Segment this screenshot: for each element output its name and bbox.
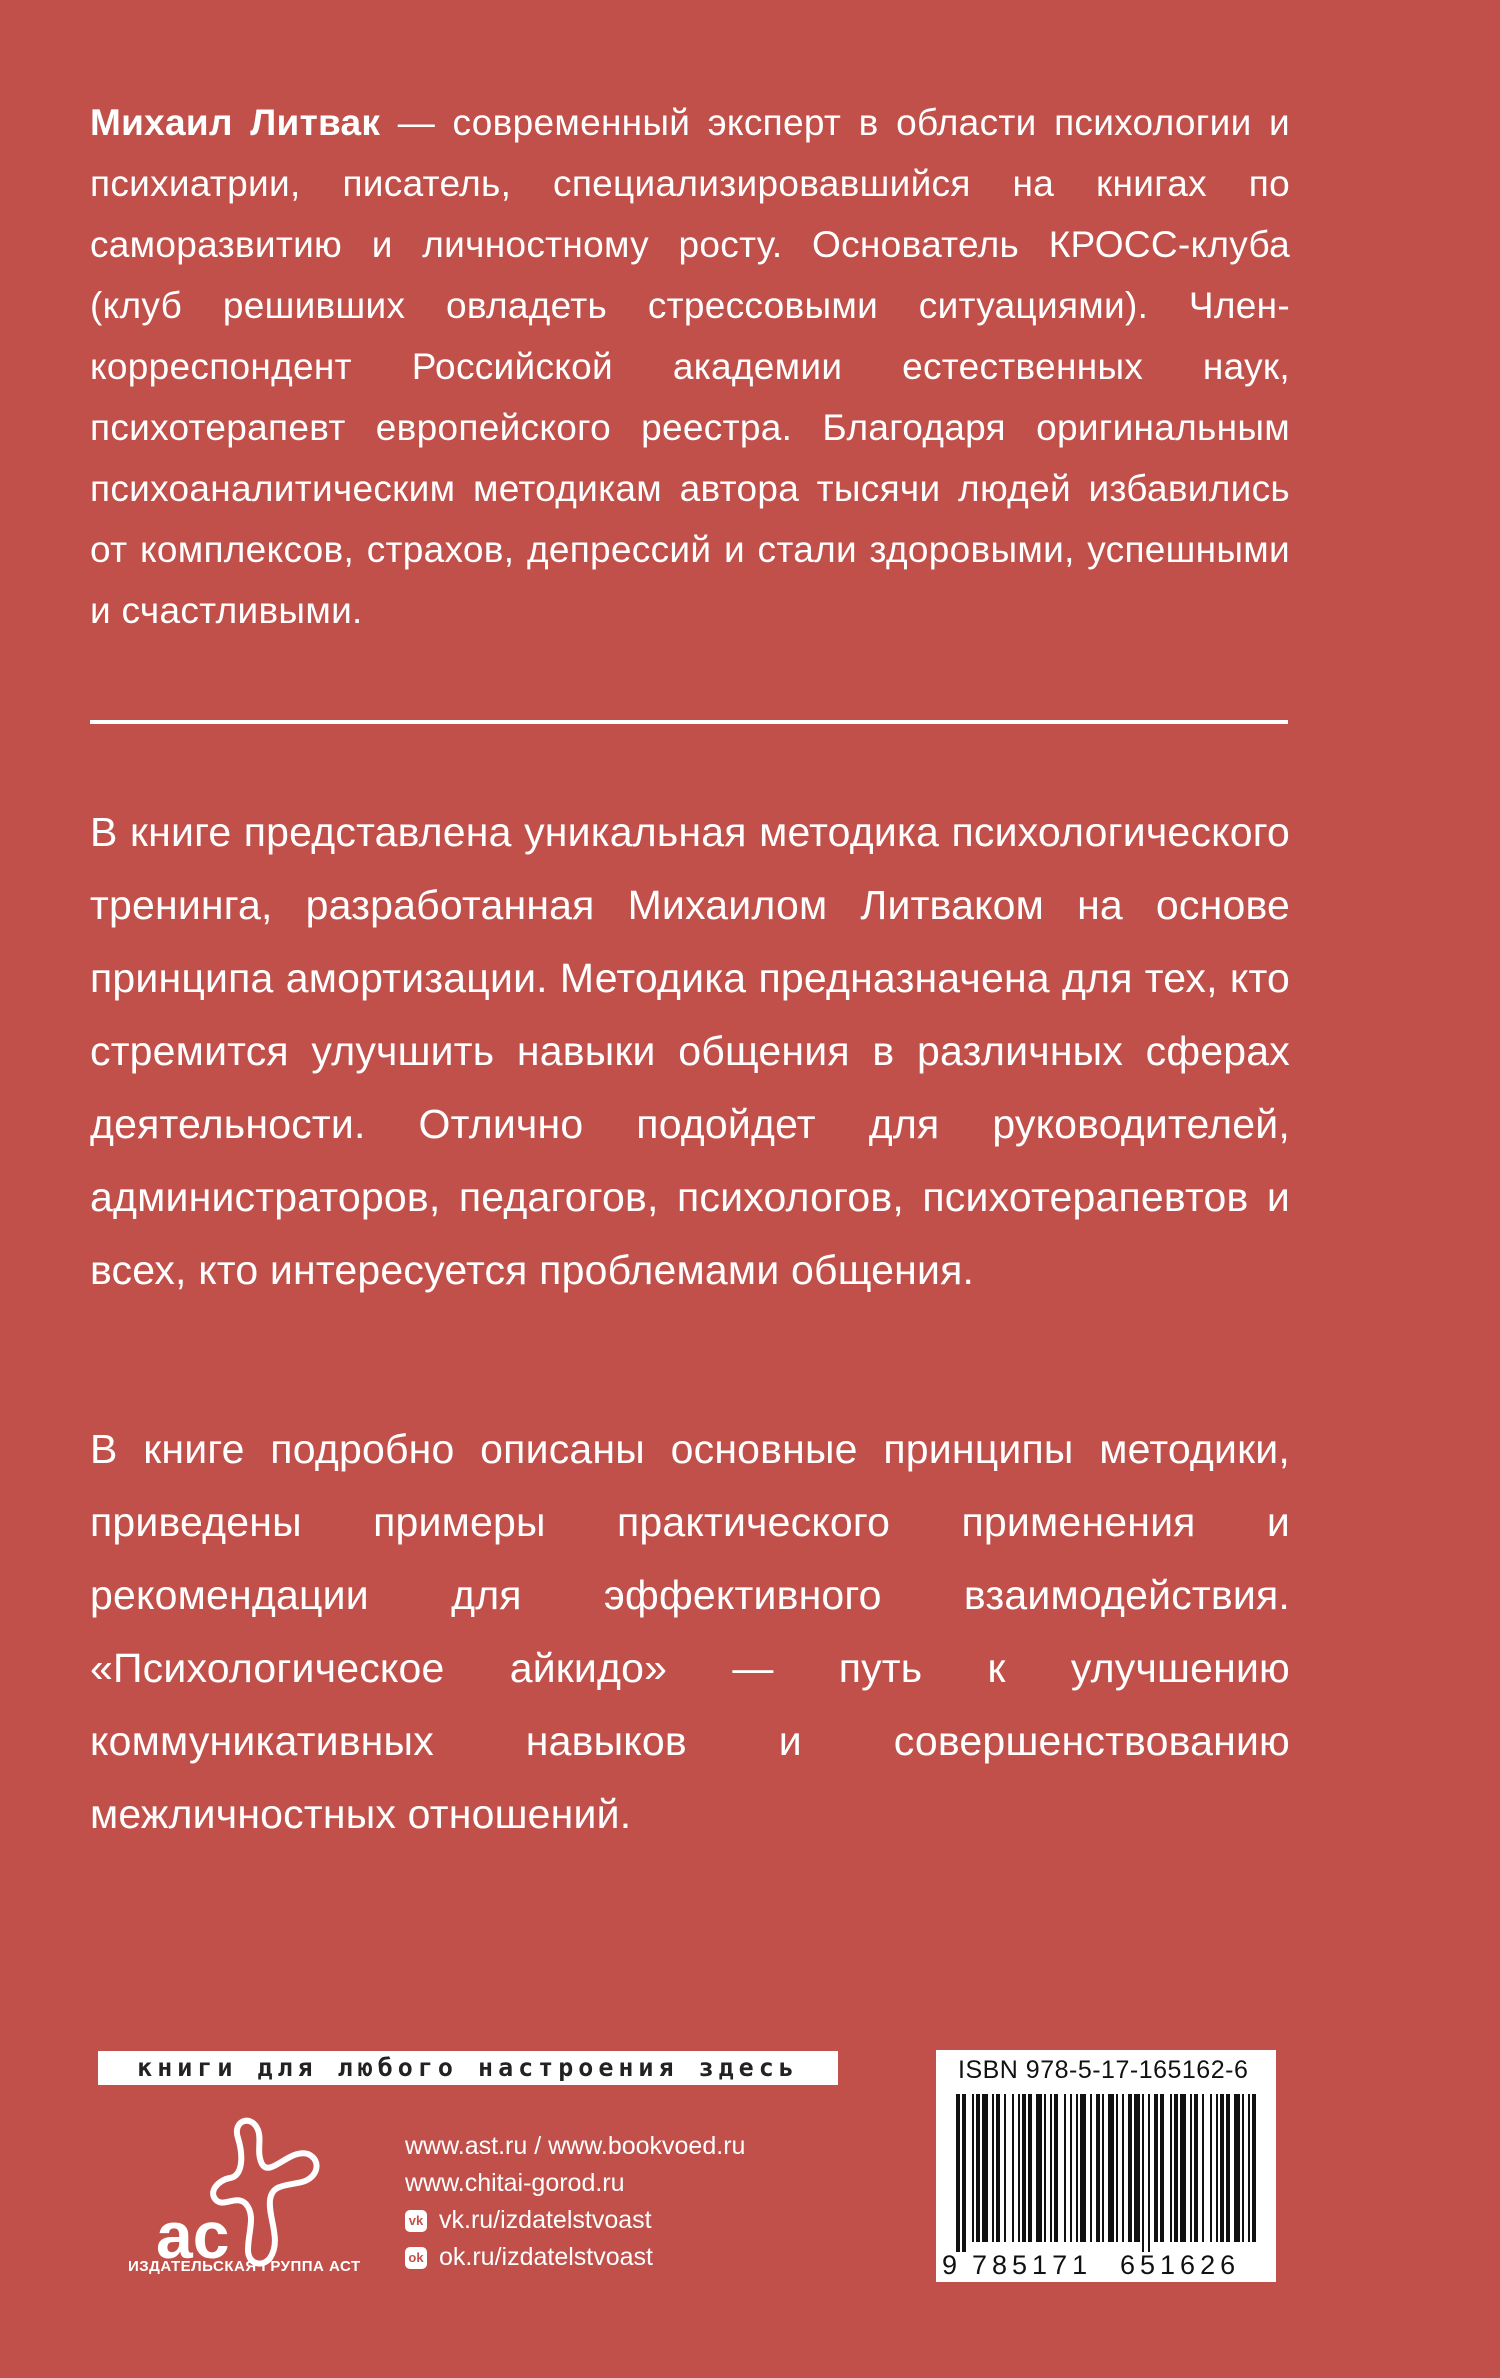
link-row-sites [405,2128,745,2165]
barcode-bar [1180,2094,1186,2242]
barcode-bar [1252,2094,1256,2242]
description-paragraph-1: В книге представлена уникальная методика психологического тренинга, разработанная Михаилом Литваком на основе принципа амортизации. Методика предназначена для тех, кто стремится улучшить навыки общения в различных сферах деятельности. Отлично подойдет для руководителей, администраторов, педагогов, психологов, психотерапевтов и всех, кто интересуется проблемами общения. [90,809,1290,1293]
barcode-bar [1108,2094,1114,2242]
barcode-bar [1004,2094,1006,2242]
description-paragraph-2: В книге подробно описаны основные принципы методики, приведены примеры практического применения и рекомендации для эффективного взаимодействия. «Психологическое айкидо» — путь к улучшению коммуникативных навыков и совершенствованию межличностных отношений. [90,1426,1290,1837]
barcode-bar [1090,2094,1092,2242]
barcode-bar [1044,2094,1046,2242]
barcode-bar [1142,2094,1144,2252]
barcode-bar [1128,2094,1132,2242]
ean-left-group: 785171 [972,2250,1093,2280]
barcode-bar [1248,2094,1250,2242]
publisher-caption: ИЗДАТЕЛЬСКАЯ ГРУППА АСТ [128,2258,361,2275]
barcode-bar [1170,2094,1172,2242]
barcode-bar [1116,2094,1118,2242]
site-link-2[interactable]: www.chitai-gorod.ru [405,2169,625,2197]
barcode-bar [1148,2094,1150,2252]
barcode [936,2090,1276,2252]
barcode-bar [956,2094,960,2252]
barcode-bar [1174,2094,1178,2242]
link-row-vk [405,2202,745,2239]
link-row-chitai [405,2165,745,2202]
barcode-bar [1122,2094,1124,2242]
barcode-bar [1070,2094,1072,2242]
barcode-bar [1134,2094,1140,2242]
barcode-panel [936,2050,1276,2282]
barcode-bar [1036,2094,1042,2242]
barcode-bar [1018,2094,1020,2242]
barcode-bar [1190,2094,1192,2242]
publisher-links [405,2128,745,2276]
barcode-bar [962,2094,966,2252]
barcode-bar [1226,2094,1230,2242]
barcode-bar [976,2094,980,2242]
barcode-bar [1210,2094,1212,2242]
link-row-ok [405,2239,745,2276]
barcode-bar [1076,2094,1078,2242]
ok-icon: ok [405,2247,427,2269]
barcode-bar [1102,2094,1104,2242]
site-link-1[interactable]: www.ast.ru / www.bookvoed.ru [405,2132,746,2160]
logo-text: ac [156,2198,230,2272]
barcode-bar [996,2094,1000,2242]
slogan-banner: книги для любого настроения здесь [98,2051,838,2085]
vk-link[interactable]: vk.ru/izdatelstvoast [439,2206,652,2234]
barcode-bar [1096,2094,1100,2242]
barcode-bar [1050,2094,1052,2242]
barcode-bar [1194,2094,1198,2242]
barcode-bar [1202,2094,1204,2242]
ean-right-group: 651626 [1120,2250,1241,2280]
barcode-bar [982,2094,988,2242]
barcode-bar [972,2094,974,2242]
author-bio-text: — современный эксперт в области психологии и психиатрии, писатель, специализировавшийся на книгах по саморазвитию и личностному росту. Основатель КРОСС-клуба (клуб решивших овладеть стрессовыми ситуациями). Член-корреспондент Российской академии естественных наук, психотерапевт европейского реестра. Благодаря оригинальным психоаналитическим методикам автора тысячи людей избавились от комплексов, страхов, депрессий и стали здоровыми, успешными и счастливыми. [90,102,1290,631]
barcode-bar [1012,2094,1014,2242]
author-bio [90,92,1290,641]
barcode-bar [1220,2094,1224,2242]
ean-first-digit: 9 [942,2250,963,2280]
vk-icon: vk [405,2210,427,2232]
divider [90,720,1288,724]
barcode-bar [1234,2094,1240,2242]
barcode-bar [1154,2094,1158,2242]
barcode-bar [1242,2094,1244,2242]
ok-link[interactable]: ok.ru/izdatelstvoast [439,2243,653,2271]
barcode-bar [1022,2094,1026,2242]
author-name: Михаил Литвак [90,102,381,143]
barcode-bar [1080,2094,1086,2242]
barcode-bar [1160,2094,1164,2242]
barcode-bar [1216,2094,1218,2242]
barcode-bar [1028,2094,1032,2242]
barcode-bar [1054,2094,1058,2242]
isbn-number: ISBN 978-5-17-165162-6 [958,2056,1249,2084]
barcode-bar [1064,2094,1066,2242]
barcode-bar [992,2094,994,2242]
